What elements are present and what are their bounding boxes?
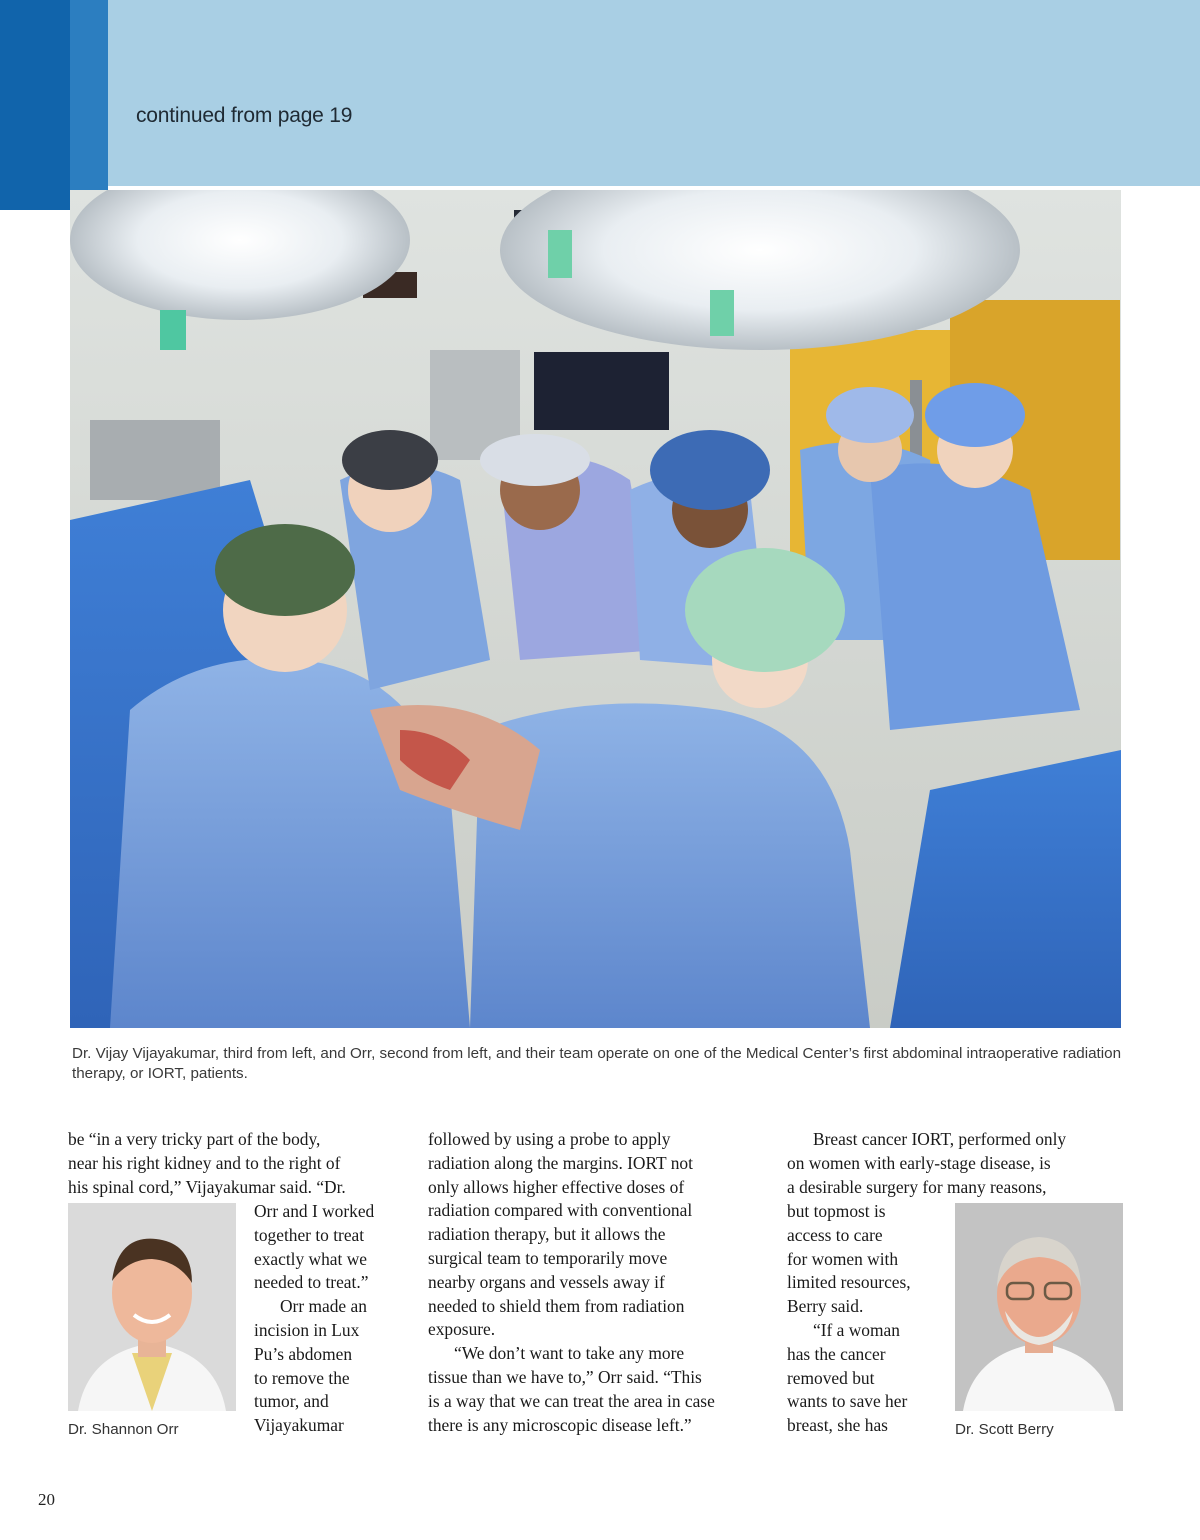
text-line: Breast cancer IORT, performed only — [813, 1129, 1067, 1149]
text-line: access to care — [787, 1224, 883, 1245]
text-line: “If a woman — [813, 1319, 900, 1340]
text-line: near his right kidney and to the right of — [68, 1152, 341, 1173]
text-line: but topmost is — [787, 1201, 886, 1221]
text-line: a desirable surgery for many reasons, — [787, 1176, 1047, 1197]
portrait-scott-berry — [955, 1203, 1123, 1411]
text-line: has the cancer — [787, 1343, 886, 1364]
text-line: removed but — [787, 1367, 875, 1388]
text-line: needed to shield them from radiation — [428, 1295, 685, 1316]
column-1-top — [68, 1128, 408, 1199]
text-line: is a way that we can treat the area in case — [428, 1390, 715, 1411]
page-number: 20 — [38, 1490, 55, 1509]
header-accent-dark — [0, 0, 70, 210]
text-line: together to treat — [254, 1224, 365, 1245]
text-line: surgical team to temporarily move — [428, 1247, 668, 1268]
portrait-name-orr: Dr. Shannon Orr — [68, 1421, 179, 1438]
text-line: nearby organs and vessels away if — [428, 1271, 665, 1292]
text-line: needed to treat.” — [254, 1272, 369, 1293]
text-line: radiation therapy, but it allows the — [428, 1224, 666, 1245]
text-line: breast, she has — [787, 1415, 888, 1436]
text-line: Orr made an — [280, 1296, 367, 1317]
text-line: Pu’s abdomen — [254, 1343, 353, 1364]
text-line: incision in Lux — [254, 1319, 360, 1340]
portrait-illustration — [68, 1203, 236, 1411]
text-line: exactly what we — [254, 1248, 367, 1269]
portrait-illustration — [955, 1203, 1123, 1411]
text-line: his spinal cord,” Vijayakumar said. “Dr. — [68, 1176, 346, 1197]
continued-note: continued from page 19 — [136, 104, 353, 127]
text-line: wants to save her — [787, 1391, 908, 1412]
text-line: followed by using a probe to apply — [428, 1129, 671, 1149]
header-band — [0, 0, 1200, 186]
text-line: exposure. — [428, 1319, 496, 1340]
text-line: be “in a very tricky part of the body, — [68, 1129, 321, 1149]
text-line: there is any microscopic disease left.” — [428, 1414, 692, 1435]
portrait-name-berry: Dr. Scott Berry — [955, 1421, 1054, 1438]
text-line: radiation along the margins. IORT not — [428, 1152, 693, 1173]
text-line: Berry said. — [787, 1296, 864, 1317]
column-2 — [428, 1128, 773, 1437]
text-line: for women with — [787, 1248, 899, 1269]
text-line: Orr and I worked — [254, 1201, 375, 1221]
text-line: radiation compared with conventional — [428, 1200, 693, 1221]
text-line: “We don’t want to take any more — [454, 1343, 685, 1364]
text-line: to remove the — [254, 1367, 350, 1388]
photo-caption: Dr. Vijay Vijayakumar, third from left, and Orr, second from left, and their team operate on one of the Medical Center’s first abdominal intraoperative radiation therapy, or IORT, patients. — [72, 1045, 1122, 1082]
text-line: on women with early-stage disease, is — [787, 1152, 1051, 1173]
text-line: limited resources, — [787, 1272, 911, 1293]
text-line: tissue than we have to,” Orr said. “This — [428, 1366, 702, 1387]
column-3-narrow — [787, 1200, 947, 1438]
surgery-photo — [70, 190, 1121, 1028]
column-3-top — [787, 1128, 1132, 1199]
surgery-photo-illustration — [70, 190, 1121, 1028]
text-line: only allows higher effective doses of — [428, 1176, 685, 1197]
portrait-shannon-orr — [68, 1203, 236, 1411]
column-1-narrow — [254, 1200, 414, 1438]
text-line: Vijayakumar — [254, 1415, 344, 1436]
text-line: tumor, and — [254, 1391, 329, 1412]
